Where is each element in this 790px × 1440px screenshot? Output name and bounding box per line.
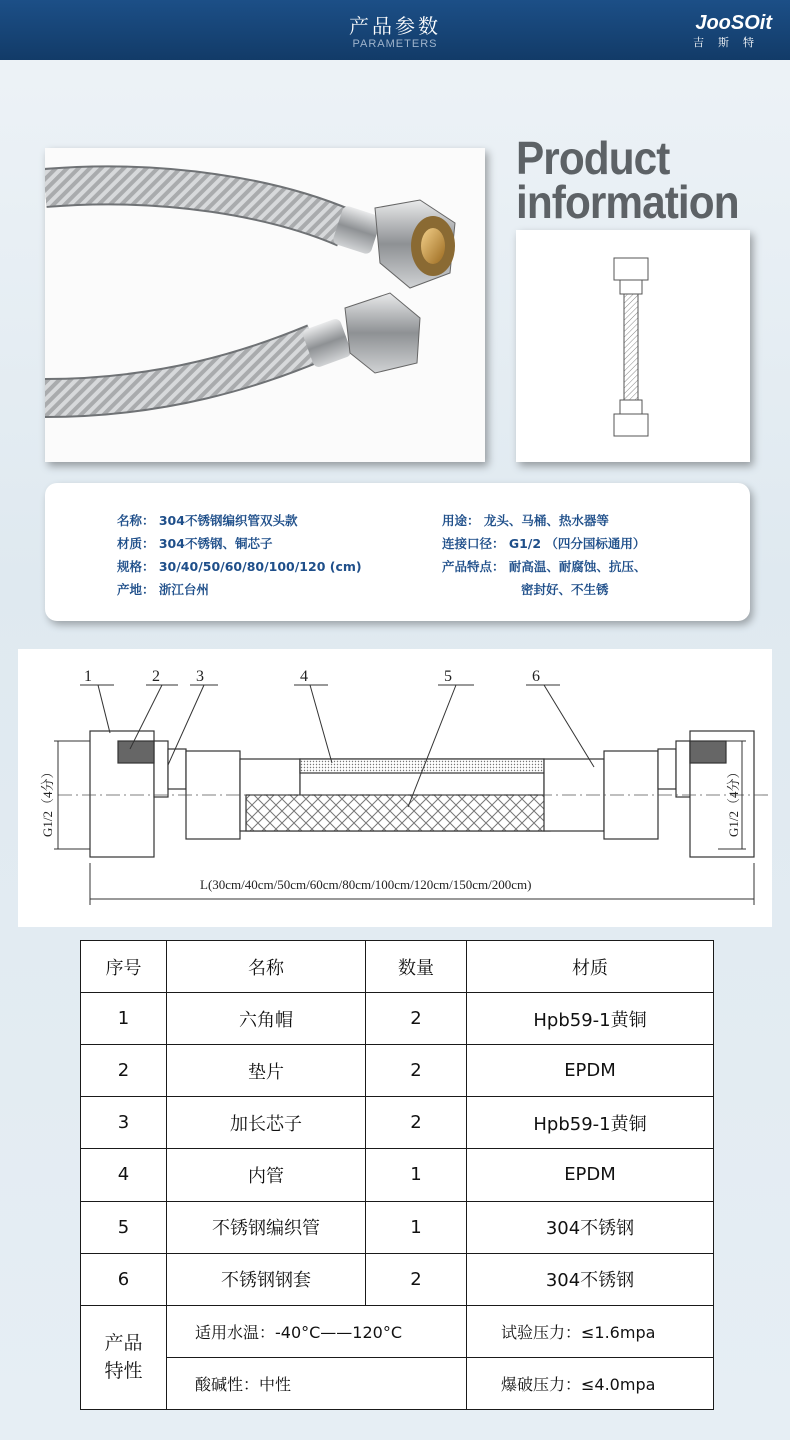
spec-features-cont: 密封好、不生锈 [521, 582, 609, 597]
cell-material: EPDM [467, 1045, 714, 1097]
header-material: 材质 [467, 941, 714, 993]
header-qty: 数量 [366, 941, 467, 993]
ph-cell: 酸碱性：中性 [167, 1357, 467, 1409]
cell-qty: 2 [366, 993, 467, 1045]
cell-name: 内管 [167, 1149, 366, 1201]
brand-logo-subtitle: 吉斯特 [693, 36, 768, 49]
callout-3: 3 [196, 668, 204, 685]
header-title: 产品参数 [349, 14, 441, 38]
table-row [81, 1253, 714, 1305]
spec-usage: 用途： 龙头、马桶、热水器等 [442, 513, 609, 528]
cell-material: 304不锈钢 [467, 1253, 714, 1305]
header-name: 名称 [167, 941, 366, 993]
cell-material: Hpb59-1黄铜 [467, 1097, 714, 1149]
cell-no: 1 [81, 993, 167, 1045]
cell-name: 不锈钢编织管 [167, 1201, 366, 1253]
cell-material: 304不锈钢 [467, 1201, 714, 1253]
spec-info-card [45, 483, 750, 621]
table-header-row [81, 941, 714, 993]
spec-material: 材质： 304不锈钢、铜芯子 [117, 536, 273, 551]
product-info-title-line2: information [516, 176, 739, 228]
spec-origin: 产地： 浙江台州 [117, 582, 209, 597]
length-dimension-label: L(30cm/40cm/50cm/60cm/80cm/100cm/120cm/150cm/200cm) [200, 877, 532, 892]
brand-logo: JooSOit [695, 12, 772, 34]
burst-pressure-cell: 爆破压力：≤4.0mpa [467, 1357, 714, 1409]
test-pressure-cell: 试验压力：≤1.6mpa [467, 1305, 714, 1357]
cell-no: 5 [81, 1201, 167, 1253]
cell-material: Hpb59-1黄铜 [467, 993, 714, 1045]
cell-qty: 2 [366, 1097, 467, 1149]
callout-5: 5 [444, 668, 452, 685]
cell-no: 2 [81, 1045, 167, 1097]
feature-label-line1: 产品 [104, 1332, 143, 1355]
feature-row-1 [81, 1305, 714, 1357]
cell-name: 不锈钢钢套 [167, 1253, 366, 1305]
feature-label [81, 1305, 167, 1409]
cell-material: EPDM [467, 1149, 714, 1201]
parts-table [80, 940, 714, 1410]
table-row [81, 1201, 714, 1253]
cell-name: 加长芯子 [167, 1097, 366, 1149]
header-subtitle: PARAMETERS [352, 38, 438, 50]
cell-qty: 2 [366, 1253, 467, 1305]
cell-qty: 2 [366, 1045, 467, 1097]
product-sketch [516, 230, 750, 462]
table-row [81, 1149, 714, 1201]
water-temp-cell: 适用水温：-40°C——120°C [167, 1305, 467, 1357]
cell-no: 4 [81, 1149, 167, 1201]
product-photo [45, 148, 485, 462]
product-info-title-line1: Product [516, 132, 670, 184]
table-row [81, 1097, 714, 1149]
spec-name: 名称： 304不锈钢编织管双头款 [117, 513, 298, 528]
technical-diagram [18, 649, 772, 927]
spec-size: 规格： 30/40/50/60/80/100/120 (cm) [117, 559, 362, 574]
table-row [81, 993, 714, 1045]
cell-no: 3 [81, 1097, 167, 1149]
product-info-title [516, 132, 755, 228]
cell-name: 六角帽 [167, 993, 366, 1045]
header-no: 序号 [81, 941, 167, 993]
spec-port: 连接口径： G1/2 （四分国标通用） [442, 536, 646, 551]
feature-row-2 [81, 1357, 714, 1409]
callout-1: 1 [84, 668, 92, 685]
callout-6: 6 [532, 668, 540, 685]
cell-qty: 1 [366, 1201, 467, 1253]
cell-name: 垫片 [167, 1045, 366, 1097]
left-dimension-label: G1/2（4分） [40, 765, 55, 837]
header-banner [0, 0, 790, 60]
right-dimension-label: G1/2（4分） [726, 765, 741, 837]
table-row [81, 1045, 714, 1097]
feature-label-line2: 特性 [104, 1360, 143, 1383]
spec-features: 产品特点： 耐高温、耐腐蚀、抗压、 [442, 559, 647, 574]
cell-qty: 1 [366, 1149, 467, 1201]
callout-4: 4 [300, 668, 308, 685]
cell-no: 6 [81, 1253, 167, 1305]
callout-2: 2 [152, 668, 160, 685]
